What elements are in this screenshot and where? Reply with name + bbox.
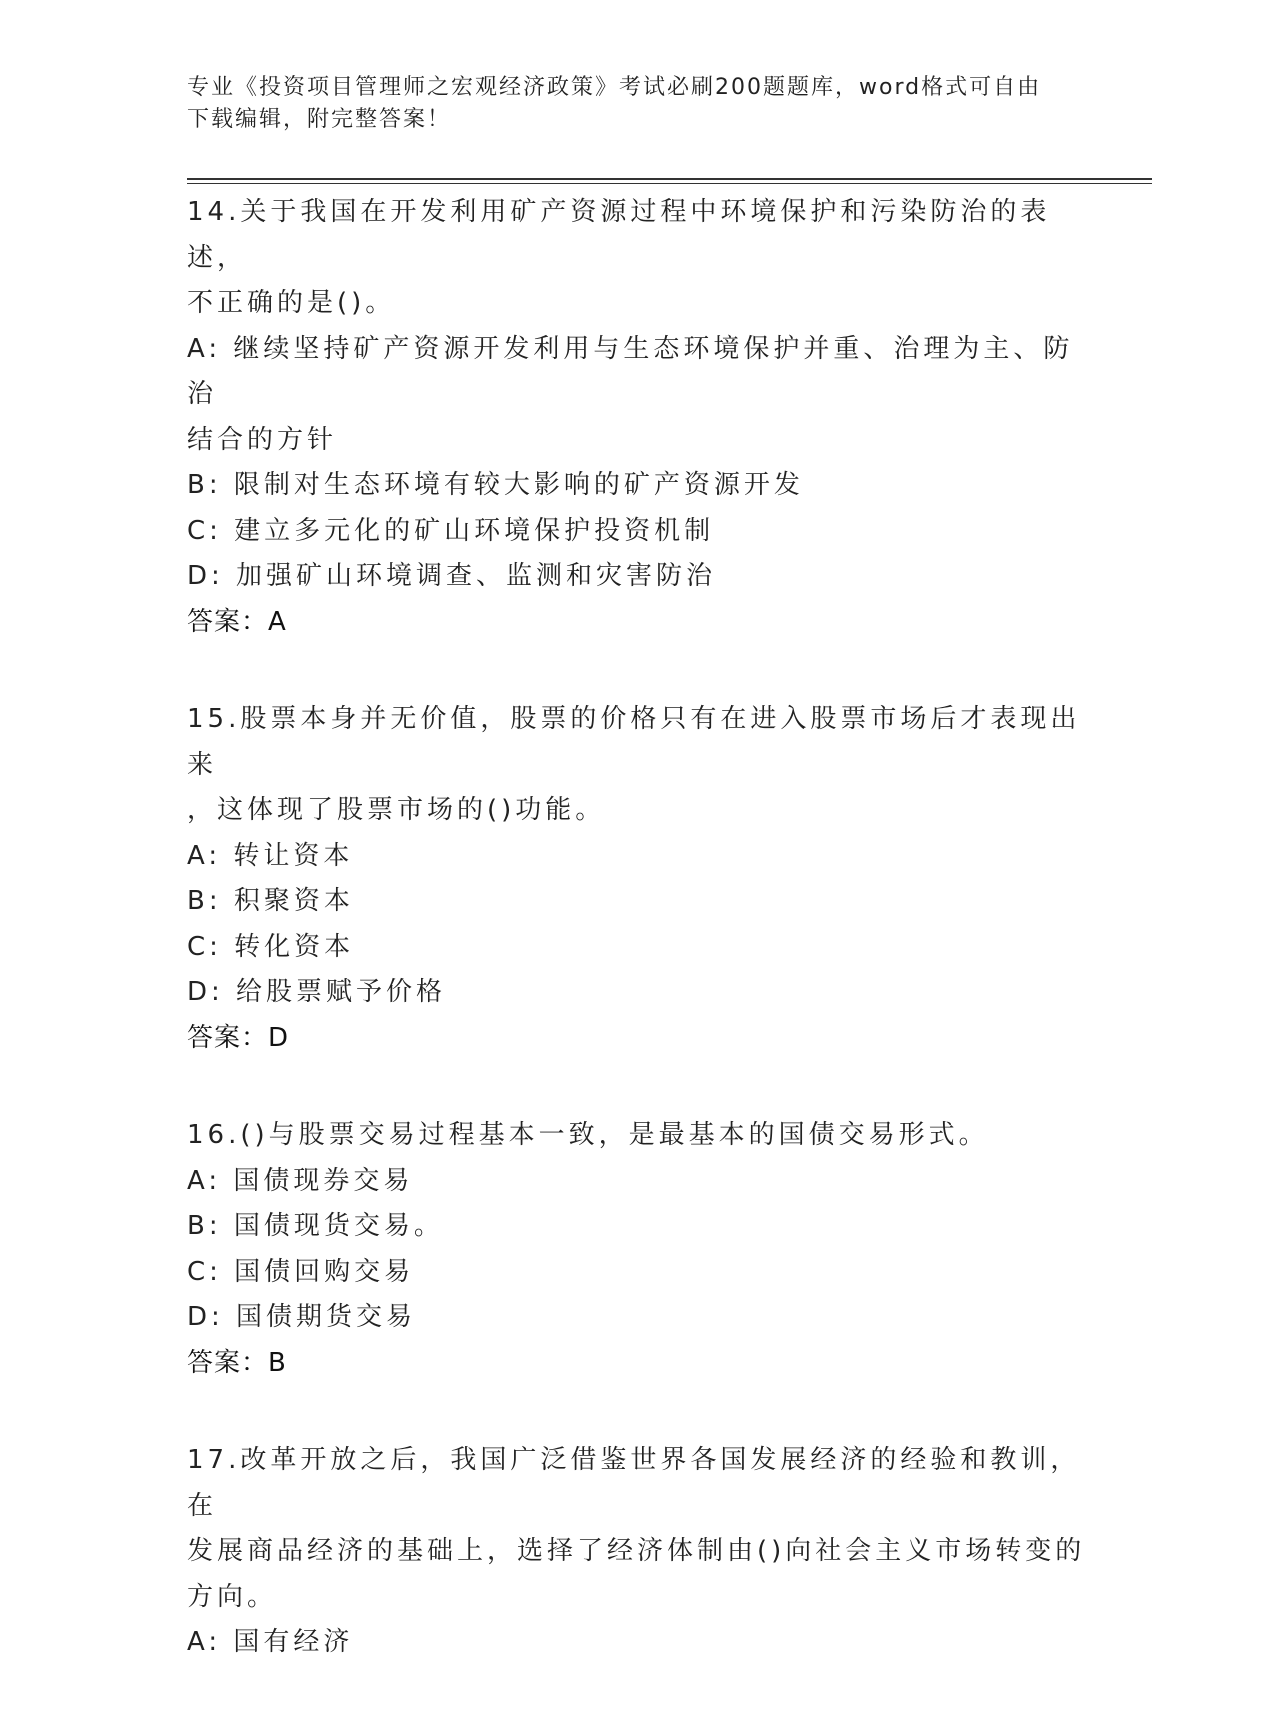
option-d: D: 加强矿山环境调查、监测和灾害防治 xyxy=(187,561,717,591)
option-a-continued: 结合的方针 xyxy=(187,424,338,455)
question-17 xyxy=(187,1438,1087,1666)
question-text-line: 方向。 xyxy=(187,1581,278,1612)
answer-label: 答案：B xyxy=(187,1347,287,1378)
question-text-line: 17.改革开放之后，我国广泛借鉴世界各国发展经济的经验和教训，在 xyxy=(187,1445,1081,1521)
header-divider-thin xyxy=(187,183,1152,184)
option-d: D: 给股票赋予价格 xyxy=(187,977,447,1007)
question-16 xyxy=(187,1113,1087,1386)
question-14 xyxy=(187,190,1087,645)
option-c: C: 国债回购交易 xyxy=(187,1256,415,1287)
option-d: D: 国债期货交易 xyxy=(187,1302,417,1332)
option-a: A: 转让资本 xyxy=(187,840,354,871)
question-list xyxy=(187,190,1087,1718)
header-divider-thick xyxy=(187,178,1152,180)
header-line-2: 下载编辑，附完整答案！ xyxy=(187,107,452,132)
option-a: A: 继续坚持矿产资源开发利用与生态环境保护并重、治理为主、防治 xyxy=(187,333,1074,409)
document-header xyxy=(187,72,1067,136)
question-text-line: ，这体现了股票市场的()功能。 xyxy=(187,795,606,825)
question-text-line: 14.关于我国在开发利用矿产资源过程中环境保护和污染防治的表述， xyxy=(187,197,1051,273)
question-15 xyxy=(187,697,1087,1061)
option-c: C: 建立多元化的矿山环境保护投资机制 xyxy=(187,515,715,546)
header-line-1: 专业《投资项目管理师之宏观经济政策》考试必刷200题题库，word格式可自由 xyxy=(187,75,1042,100)
question-text-line: 15.股票本身并无价值，股票的价格只有在进入股票市场后才表现出来 xyxy=(187,704,1081,780)
answer-label: 答案：D xyxy=(187,1022,290,1053)
answer-label: 答案：A xyxy=(187,606,287,637)
option-b: B: 限制对生态环境有较大影响的矿产资源开发 xyxy=(187,470,804,500)
option-a: A: 国债现券交易 xyxy=(187,1165,414,1196)
question-text-line: 16.()与股票交易过程基本一致，是最基本的国债交易形式。 xyxy=(187,1120,989,1150)
option-a: A: 国有经济 xyxy=(187,1627,354,1657)
question-text-line: 不正确的是()。 xyxy=(187,288,396,318)
option-c: C: 转化资本 xyxy=(187,931,355,962)
option-b: B: 积聚资本 xyxy=(187,886,354,916)
question-text-line: 发展商品经济的基础上，选择了经济体制由()向社会主义市场转变的 xyxy=(187,1536,1086,1566)
option-b: B: 国债现货交易。 xyxy=(187,1211,444,1241)
